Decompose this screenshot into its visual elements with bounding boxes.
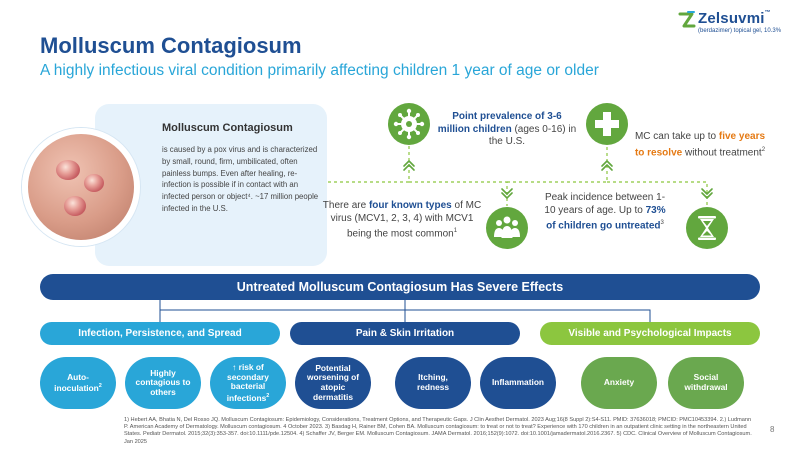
brand-subtitle: (berdazimer) topical gel, 10.3% xyxy=(698,28,782,34)
stat-peak-incidence: Peak incidence between 1-10 years of age. Up to 73% of children go untreated$^3$ xyxy=(544,192,666,232)
brand-name: Zelsuvmi™ xyxy=(698,10,771,27)
effect-itching: Itching, redness xyxy=(395,357,471,409)
definition-text: is caused by a pox virus and is characterized by small, round, firm, umbilicated, often painless bumps. Even after healing, re-infection is possible if in contact with an infected person or object⁴. ~17 million people infected in the U.S. xyxy=(162,145,319,213)
stat-prevalence: Point prevalence of 3-6 million children (ages 0-16) in the U.S. xyxy=(437,111,577,147)
page-number: 8 xyxy=(770,425,775,434)
effect-auto-inoculation: Auto-inoculation$^2$ xyxy=(40,357,116,409)
category-infection: Infection, Persistence, and Spread xyxy=(40,322,280,345)
definition-heading: Molluscum Contagiosum xyxy=(162,122,293,134)
stat-virus-types: There are four known types of MC virus (MCV1, 2, 3, 4) with MCV1 being the most common$^1$ xyxy=(322,200,482,240)
effect-highly-contagious: Highly contagious to others xyxy=(125,357,201,409)
effect-secondary-infections: ↑ risk of secondary bacterial infections$^2$ xyxy=(210,357,286,409)
stat-resolution-time: MC can take up to five years to resolve without treatment$^2$ xyxy=(634,131,766,158)
references: 1) Hebert AA, Bhatia N, Del Rosso JQ. Molluscum Contagiosum: Epidemiology, Considerations, Treatment Options, and Therapeutic Gaps. J Clin Aesthet Dermatol. 2023 Aug;16(8 Suppl 2):S4-S11. PMID: 37636018; PMCID: PMC10453394. 2.) Ludmann P. American Academy of Dermatology. Molluscum contagiosum. 4 October 2023. 3) Basdag H, Rainer BM, Cohen BA. Molluscum contagiosum: to treat or not to treat? Experience with 170 children in an outpatient clinic setting in the northeastern United States. Pediatr Dermatol. 2015;32(3):353-357. doi:10.1111/pde.12504. 4) Schaffer JV, Berger EM. Molluscum Contagiosum. JAMA Dermatol. 2016;152(9):1072. doi:10.1001/jamadermatol.2016.2367. 5) CDC. Clinical Overview of Molluscum Contagiosum. Jan 2025 xyxy=(124,417,752,445)
page-title: Molluscum Contagiosum xyxy=(40,33,302,58)
effect-anxiety: Anxiety xyxy=(581,357,657,409)
category-pain: Pain & Skin Irritation xyxy=(290,322,520,345)
category-visible: Visible and Psychological Impacts xyxy=(540,322,760,345)
effect-atopic-dermatitis: Potential worsening of atopic dermatitis xyxy=(295,357,371,409)
effects-banner: Untreated Molluscum Contagiosum Has Severe Effects xyxy=(40,274,760,300)
effect-social-withdrawal: Social withdrawal xyxy=(668,357,744,409)
page-subtitle: A highly infectious viral condition primarily affecting children 1 year of age or older xyxy=(40,62,599,79)
effect-inflammation: Inflammation xyxy=(480,357,556,409)
